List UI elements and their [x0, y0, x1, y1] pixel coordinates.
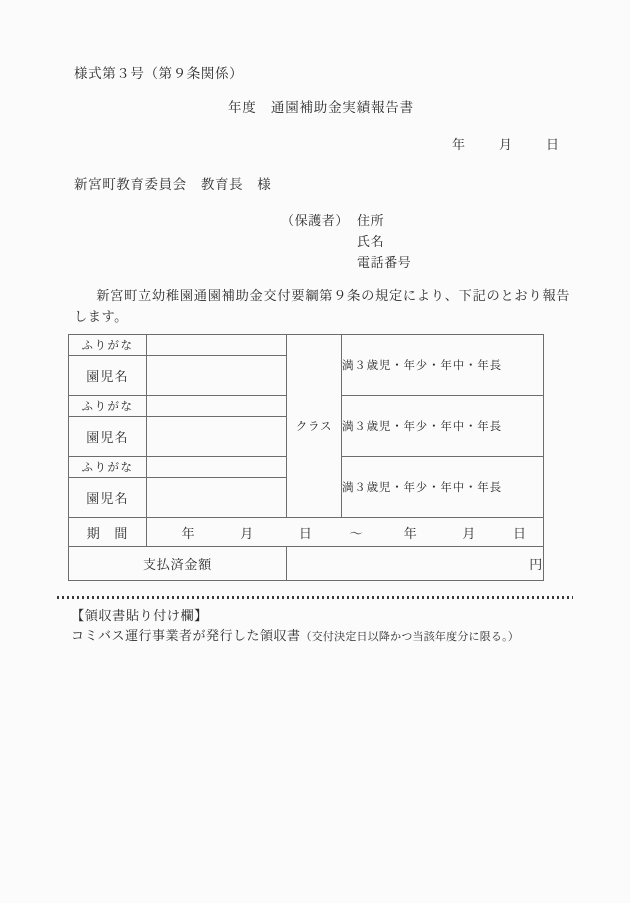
date-line [452, 134, 560, 153]
furigana-label-1: ふりがな [69, 335, 147, 356]
class-column-header: クラス [287, 335, 342, 518]
child-name-value-1[interactable] [147, 356, 287, 396]
period-end-month: 月 [462, 525, 477, 541]
period-start-month: 月 [240, 525, 255, 541]
dotted-cut-line [57, 596, 573, 599]
class-options-1[interactable]: 満３歳児・年少・年中・年長 [342, 335, 544, 396]
guardian-row-address [281, 210, 411, 231]
guardian-block [281, 210, 411, 273]
child-name-label-3: 園児名 [69, 478, 147, 518]
date-year: 年 [452, 137, 466, 152]
class-options-2[interactable]: 満３歳児・年少・年中・年長 [342, 396, 544, 457]
child-name-value-3[interactable] [147, 478, 287, 518]
furigana-label-2: ふりがな [69, 396, 147, 417]
report-table [68, 334, 544, 581]
guardian-row-name [281, 231, 411, 252]
period-end-day: 日 [513, 525, 527, 541]
table-row [69, 335, 544, 356]
guardian-row-phone [281, 252, 411, 273]
date-day: 日 [546, 137, 560, 152]
child-name-value-2[interactable] [147, 417, 287, 457]
document-title: 年度 通園補助金実績報告書 [228, 100, 414, 115]
addressee: 新宮町教育委員会 教育長 様 [74, 177, 272, 192]
receipt-note-main: コミバス運行事業者が発行した領収書 [71, 628, 301, 643]
guardian-field-name-label: 氏名 [357, 234, 385, 249]
furigana-value-2[interactable] [147, 396, 287, 417]
amount-label: 支払済金額 [69, 547, 287, 581]
period-start-day: 日 [298, 525, 313, 541]
furigana-label-3: ふりがな [69, 457, 147, 478]
guardian-label: （保護者） [281, 213, 350, 228]
period-label: 期 間 [69, 518, 147, 547]
date-month: 月 [499, 137, 513, 152]
class-options-3[interactable]: 満３歳児・年少・年中・年長 [342, 457, 544, 518]
body-paragraph-text: 新宮町立幼稚園通園補助金交付要綱第９条の規定により、下記のとおり報告します。 [74, 288, 570, 324]
receipt-section-note [71, 625, 519, 644]
period-separator: ～ [349, 525, 364, 541]
table-row-amount [69, 547, 544, 581]
amount-value-cell[interactable] [287, 547, 544, 581]
period-fields [147, 518, 543, 546]
child-name-label-1: 園児名 [69, 356, 147, 396]
period-value-cell[interactable] [147, 518, 544, 547]
period-start-year: 年 [181, 525, 196, 541]
furigana-value-3[interactable] [147, 457, 287, 478]
form-number: 様式第３号（第９条関係） [74, 66, 244, 81]
furigana-value-1[interactable] [147, 335, 287, 356]
table-row-period [69, 518, 544, 547]
receipt-note-parenthetical: （交付決定日以降かつ当該年度分に限る。） [300, 631, 520, 643]
child-name-label-2: 園児名 [69, 417, 147, 457]
receipt-section-title: 【領収書貼り付け欄】 [71, 608, 208, 623]
guardian-field-phone-label: 電話番号 [357, 255, 412, 270]
guardian-field-address-label: 住所 [357, 213, 385, 228]
period-end-year: 年 [403, 525, 418, 541]
amount-unit: 円 [529, 557, 543, 572]
body-paragraph [74, 285, 570, 327]
